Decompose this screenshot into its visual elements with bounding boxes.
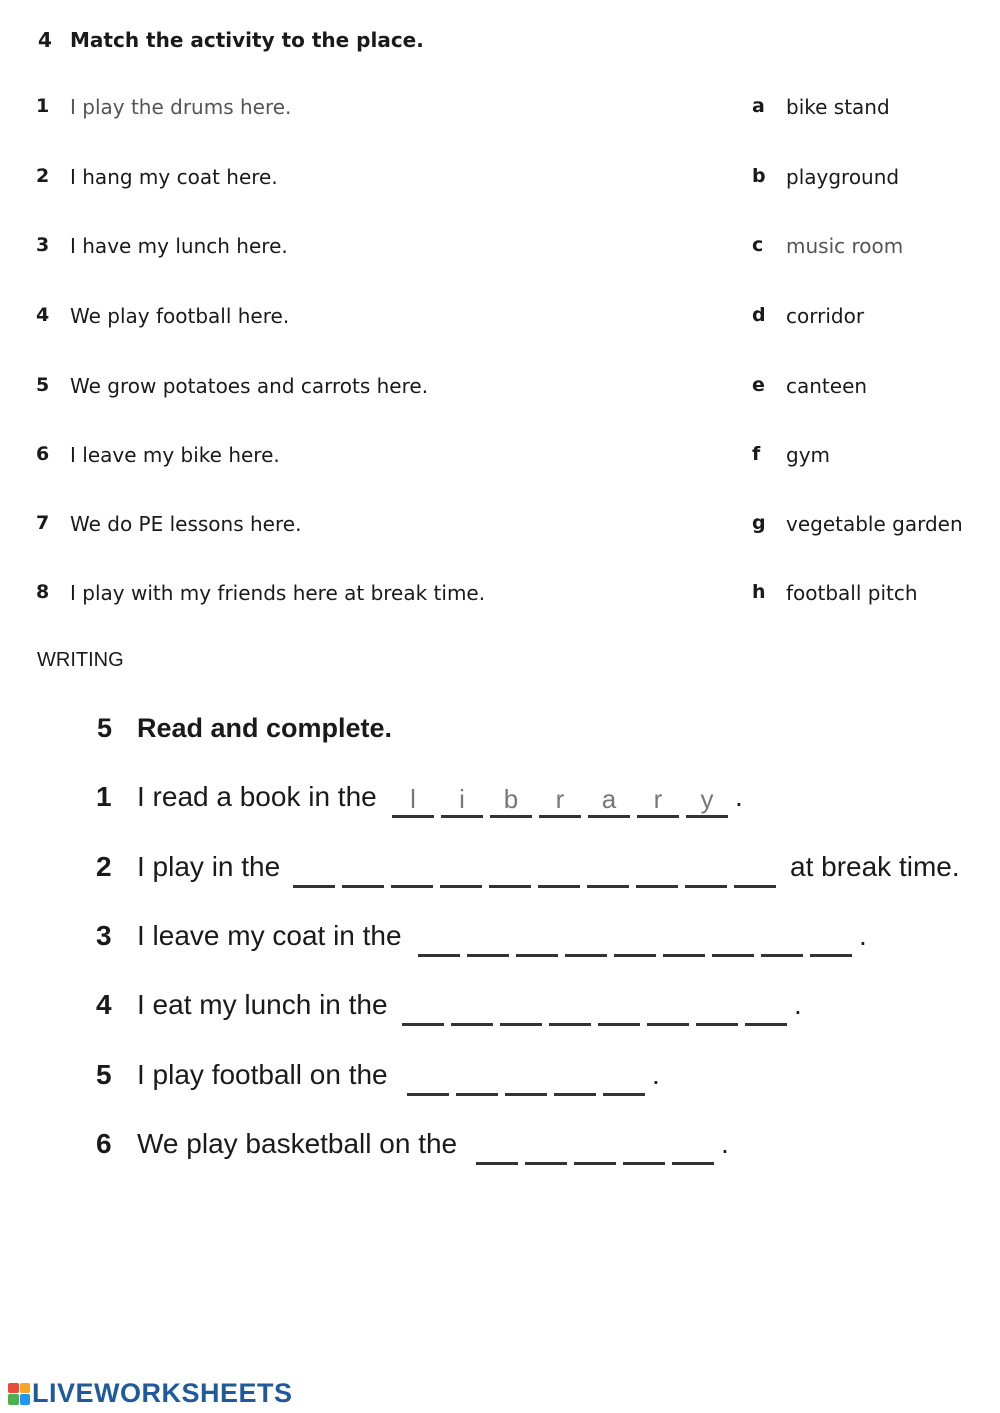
place-option[interactable]: gym (786, 443, 831, 467)
letter-blank[interactable] (614, 924, 656, 957)
sentence-text: We play basketball on the (137, 1128, 458, 1159)
answer-blanks (293, 855, 776, 888)
place-letter: c (752, 234, 764, 256)
place-option[interactable]: corridor (786, 304, 865, 328)
answer-blanks (476, 1132, 714, 1165)
letter-blank[interactable]: r (637, 785, 679, 818)
letter-blank[interactable]: y (686, 785, 728, 818)
activity-text: I play the drums here. (70, 95, 292, 119)
place-letter: g (752, 512, 766, 534)
sentence-ending: . (794, 989, 802, 1020)
letter-blank[interactable]: b (490, 785, 532, 818)
activity-text: We grow potatoes and carrots here. (70, 374, 429, 398)
logo-square-2 (20, 1383, 31, 1394)
sentence-number: 3 (96, 920, 112, 951)
activity-text: I leave my bike here. (70, 443, 280, 467)
letter-blank[interactable] (647, 993, 689, 1026)
answer-blanks (407, 1063, 645, 1096)
match-row (0, 443, 1000, 473)
sentence-row (0, 920, 1000, 964)
place-option[interactable]: bike stand (786, 95, 890, 119)
letter-blank[interactable] (516, 924, 558, 957)
letter-blank[interactable] (476, 1132, 518, 1165)
activity-text: I play with my friends here at break time. (70, 581, 486, 605)
letter-blank[interactable] (505, 1063, 547, 1096)
sentence-row (0, 1059, 1000, 1103)
sentence-row (0, 989, 1000, 1033)
exercise-5-title: Read and complete. (137, 713, 393, 743)
match-row (0, 304, 1000, 334)
letter-blank[interactable] (538, 855, 580, 888)
place-option[interactable]: vegetable garden (786, 512, 963, 536)
place-letter: a (752, 95, 765, 117)
activity-text: I hang my coat here. (70, 165, 278, 189)
letter-blank[interactable] (456, 1063, 498, 1096)
letter-blank[interactable] (672, 1132, 714, 1165)
answer-blanks (418, 924, 852, 957)
sentence-number: 6 (96, 1128, 112, 1159)
letter-blank[interactable] (685, 855, 727, 888)
letter-blank[interactable] (391, 855, 433, 888)
letter-blank[interactable] (467, 924, 509, 957)
sentence-number: 4 (96, 989, 112, 1020)
letter-blank[interactable] (598, 993, 640, 1026)
activity-text: I have my lunch here. (70, 234, 288, 258)
activity-number: 6 (36, 443, 50, 465)
exercise-5-number: 5 (97, 713, 113, 743)
match-row (0, 95, 1000, 125)
activity-number: 1 (36, 95, 50, 117)
sentence-number: 2 (96, 851, 112, 882)
place-letter: e (752, 374, 765, 396)
letter-blank[interactable] (565, 924, 607, 957)
place-letter: d (752, 304, 766, 326)
letter-blank[interactable] (761, 924, 803, 957)
letter-blank[interactable] (407, 1063, 449, 1096)
answer-blanks (392, 785, 728, 818)
place-letter: h (752, 581, 766, 603)
sentence-ending: . (721, 1128, 729, 1159)
activity-number: 7 (36, 512, 50, 534)
section-heading-writing: WRITING (37, 649, 124, 671)
logo-square-3 (8, 1394, 19, 1405)
letter-blank[interactable]: l (392, 785, 434, 818)
sentence-number: 1 (96, 781, 112, 812)
letter-blank[interactable] (440, 855, 482, 888)
letter-blank[interactable] (623, 1132, 665, 1165)
letter-blank[interactable] (418, 924, 460, 957)
sentence-ending: . (652, 1059, 660, 1090)
match-row (0, 512, 1000, 542)
activity-number: 2 (36, 165, 50, 187)
letter-blank[interactable]: a (588, 785, 630, 818)
sentence-row (0, 1128, 1000, 1172)
sentence-text: I read a book in the (137, 781, 377, 812)
letter-blank[interactable] (342, 855, 384, 888)
sentence-text: I leave my coat in the (137, 920, 402, 951)
letter-blank[interactable] (554, 1063, 596, 1096)
letter-blank[interactable] (587, 855, 629, 888)
logo-icon (8, 1383, 30, 1405)
sentence-row (0, 781, 1000, 825)
letter-blank[interactable] (734, 855, 776, 888)
sentence-text: I play football on the (137, 1059, 388, 1090)
match-row (0, 165, 1000, 195)
activity-number: 4 (36, 304, 50, 326)
sentence-text: I play in the (137, 851, 281, 882)
match-row (0, 581, 1000, 611)
match-row (0, 234, 1000, 264)
letter-blank[interactable] (293, 855, 335, 888)
exercise-4-number: 4 (38, 28, 52, 52)
place-option[interactable]: football pitch (786, 581, 918, 605)
answer-blanks (402, 993, 787, 1026)
sentence-ending: . (859, 920, 867, 951)
letter-blank[interactable] (810, 924, 852, 957)
place-option[interactable]: canteen (786, 374, 868, 398)
letter-blank[interactable] (745, 993, 787, 1026)
place-option[interactable]: playground (786, 165, 900, 189)
place-letter: f (752, 443, 761, 465)
letter-blank[interactable] (696, 993, 738, 1026)
activity-number: 3 (36, 234, 50, 256)
letter-blank[interactable] (603, 1063, 645, 1096)
sentence-ending: at break time. (790, 851, 960, 882)
letter-blank[interactable] (712, 924, 754, 957)
letter-blank[interactable] (574, 1132, 616, 1165)
letter-blank[interactable] (451, 993, 493, 1026)
letter-blank[interactable] (489, 855, 531, 888)
logo-square-4 (20, 1394, 31, 1405)
activity-number: 5 (36, 374, 50, 396)
letter-blank[interactable] (402, 993, 444, 1026)
place-letter: b (752, 165, 766, 187)
activity-number: 8 (36, 581, 50, 603)
letter-blank[interactable] (500, 993, 542, 1026)
logo-square-1 (8, 1383, 19, 1394)
sentence-text: I eat my lunch in the (137, 989, 388, 1020)
sentence-number: 5 (96, 1059, 112, 1090)
letter-blank[interactable] (663, 924, 705, 957)
exercise-4-title: Match the activity to the place. (70, 28, 424, 52)
liveworksheets-logo (8, 1378, 293, 1409)
sentence-row (0, 851, 1000, 895)
logo-text: LIVEWORKSHEETS (32, 1378, 293, 1408)
letter-blank[interactable] (636, 855, 678, 888)
match-row (0, 374, 1000, 404)
place-option[interactable]: music room (786, 234, 904, 258)
sentence-ending: . (735, 781, 743, 812)
letter-blank[interactable]: r (539, 785, 581, 818)
letter-blank[interactable] (525, 1132, 567, 1165)
letter-blank[interactable] (549, 993, 591, 1026)
activity-text: We do PE lessons here. (70, 512, 302, 536)
activity-text: We play football here. (70, 304, 290, 328)
letter-blank[interactable]: i (441, 785, 483, 818)
